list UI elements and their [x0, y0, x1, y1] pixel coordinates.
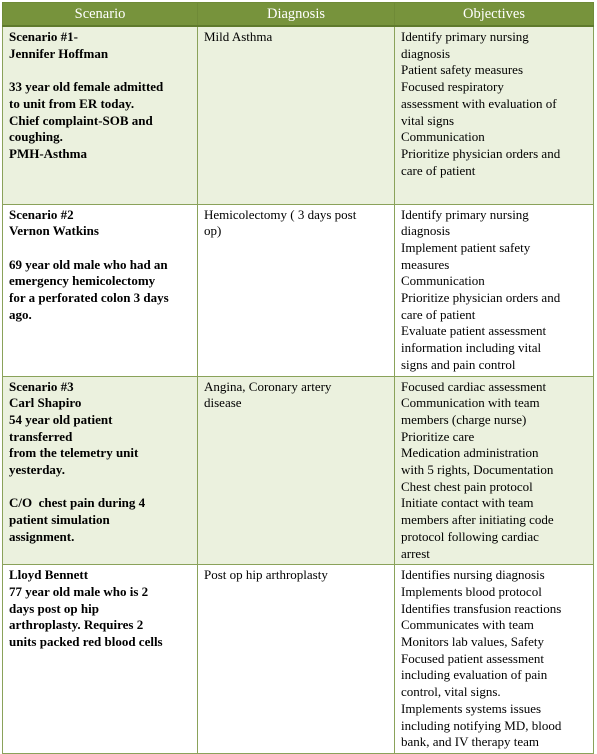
objectives-line: diagnosis [401, 45, 451, 61]
objectives-cell [395, 26, 594, 204]
table-row [3, 204, 594, 376]
scenario-line: Carl Shapiro [9, 395, 82, 411]
scenario-line: 77 year old male who is 2 [9, 583, 149, 599]
objectives-line: information including vital [401, 340, 542, 356]
objectives-line: care of patient [401, 162, 476, 178]
scenario-line: units packed red blood cells [9, 634, 163, 650]
scenario-cell [3, 376, 198, 565]
scenario-line: arthroplasty. Requires 2 [9, 617, 144, 633]
objectives-cell [395, 376, 594, 565]
objectives-line: Identifies transfusion reactions [401, 600, 562, 616]
objectives-line: Communicates with team [401, 617, 534, 633]
objectives-cell [395, 565, 594, 754]
scenario-line: to unit from ER today. [9, 95, 135, 111]
objectives-line: Identify primary nursing [401, 29, 529, 44]
scenario-line: Scenario #1- [9, 29, 78, 44]
scenario-line: 33 year old female admitted [9, 79, 164, 95]
objectives-line: Communication with team [401, 395, 540, 411]
objectives-line: diagnosis [401, 223, 451, 239]
diagnosis-cell [198, 26, 395, 204]
header-row [3, 3, 594, 27]
scenario-cell [3, 565, 198, 754]
scenario-line: 69 year old male who had an [9, 256, 168, 272]
objectives-line: Focused patient assessment [401, 650, 544, 666]
scenario-line: Lloyd Bennett [9, 567, 89, 583]
blank-line [9, 240, 193, 257]
header-objectives: Objectives [395, 3, 594, 27]
scenario-line: assignment. [9, 528, 75, 544]
objectives-line: protocol following cardiac [401, 528, 539, 544]
scenario-line: Scenario #3 [9, 378, 74, 394]
diagnosis-cell [198, 204, 395, 376]
blank-line [9, 62, 193, 79]
diagnosis-cell [198, 376, 395, 565]
scenario-cell [3, 26, 198, 204]
scenario-line: patient simulation [9, 512, 110, 528]
objectives-line: Prioritize physician orders and [401, 145, 561, 161]
diagnosis-line: disease [204, 395, 242, 411]
objectives-line: Implement patient safety [401, 239, 531, 255]
objectives-line: bank, and IV therapy team [401, 734, 540, 750]
scenario-line: C/O chest pain during 4 [9, 495, 146, 511]
objectives-line: Communication [401, 129, 485, 145]
scenario-line: Chief complaint-SOB and [9, 112, 153, 128]
objectives-line: members (charge nurse) [401, 411, 527, 427]
table-row [3, 26, 594, 204]
scenario-table [2, 2, 594, 754]
objectives-line: Identifies nursing diagnosis [401, 567, 545, 583]
scenario-line: from the telemetry unit [9, 445, 139, 461]
table-row [3, 565, 594, 754]
objectives-line: Patient safety measures [401, 62, 524, 78]
header-diagnosis: Diagnosis [198, 3, 395, 27]
objectives-line: Monitors lab values, Safety [401, 634, 544, 650]
diagnosis-line: Hemicolectomy ( 3 days post [204, 206, 357, 222]
objectives-line: Implements systems issues [401, 700, 542, 716]
scenario-line: Vernon Watkins [9, 223, 99, 239]
objectives-line: including notifying MD, blood [401, 717, 562, 733]
scenario-line: 54 year old patient [9, 411, 113, 427]
diagnosis-cell [198, 565, 395, 754]
header-scenario: Scenario [3, 3, 198, 27]
objectives-line: Focused respiratory [401, 79, 504, 95]
objectives-line: control, vital signs. [401, 684, 501, 700]
scenario-line: for a perforated colon 3 days [9, 290, 169, 305]
scenario-line: transferred [9, 428, 73, 444]
objectives-line: Initiate contact with team [401, 495, 534, 511]
objectives-line: vital signs [401, 112, 455, 128]
scenario-line: emergency hemicolectomy [9, 273, 156, 289]
objectives-line: Evaluate patient assessment [401, 323, 547, 339]
objectives-line: assessment with evaluation of [401, 95, 557, 111]
objectives-line: Focused cardiac assessment [401, 378, 547, 394]
scenario-line: yesterday. [9, 462, 65, 478]
objectives-line: arrest [401, 545, 430, 561]
scenario-line: days post op hip [9, 600, 99, 616]
scenario-line: Scenario #2 [9, 206, 74, 222]
scenario-cell [3, 204, 198, 376]
diagnosis-line: Post op hip arthroplasty [204, 567, 328, 583]
blank-line [9, 479, 193, 496]
objectives-line: Chest chest pain protocol [401, 478, 533, 494]
objectives-line: Implements blood protocol [401, 583, 542, 599]
scenario-line: coughing. [9, 129, 63, 145]
diagnosis-line: op) [204, 223, 222, 239]
objectives-line: with 5 rights, Documentation [401, 462, 554, 478]
scenario-line: ago. [9, 306, 32, 322]
objectives-line: Prioritize physician orders and [401, 290, 561, 306]
objectives-line: measures [401, 256, 450, 272]
objectives-line: members after initiating code [401, 512, 554, 528]
objectives-line: Prioritize care [401, 428, 475, 444]
diagnosis-line: Angina, Coronary artery [204, 378, 332, 394]
diagnosis-line: Mild Asthma [204, 29, 273, 44]
objectives-cell [395, 204, 594, 376]
scenario-line: PMH-Asthma [9, 145, 87, 161]
objectives-line: Medication administration [401, 445, 539, 461]
scenario-line: Jennifer Hoffman [9, 45, 109, 61]
objectives-line: including evaluation of pain [401, 667, 548, 683]
objectives-line: Identify primary nursing [401, 206, 529, 222]
objectives-line: Communication [401, 273, 485, 289]
objectives-line: signs and pain control [401, 356, 516, 372]
table-row [3, 376, 594, 565]
objectives-line: care of patient [401, 306, 476, 322]
